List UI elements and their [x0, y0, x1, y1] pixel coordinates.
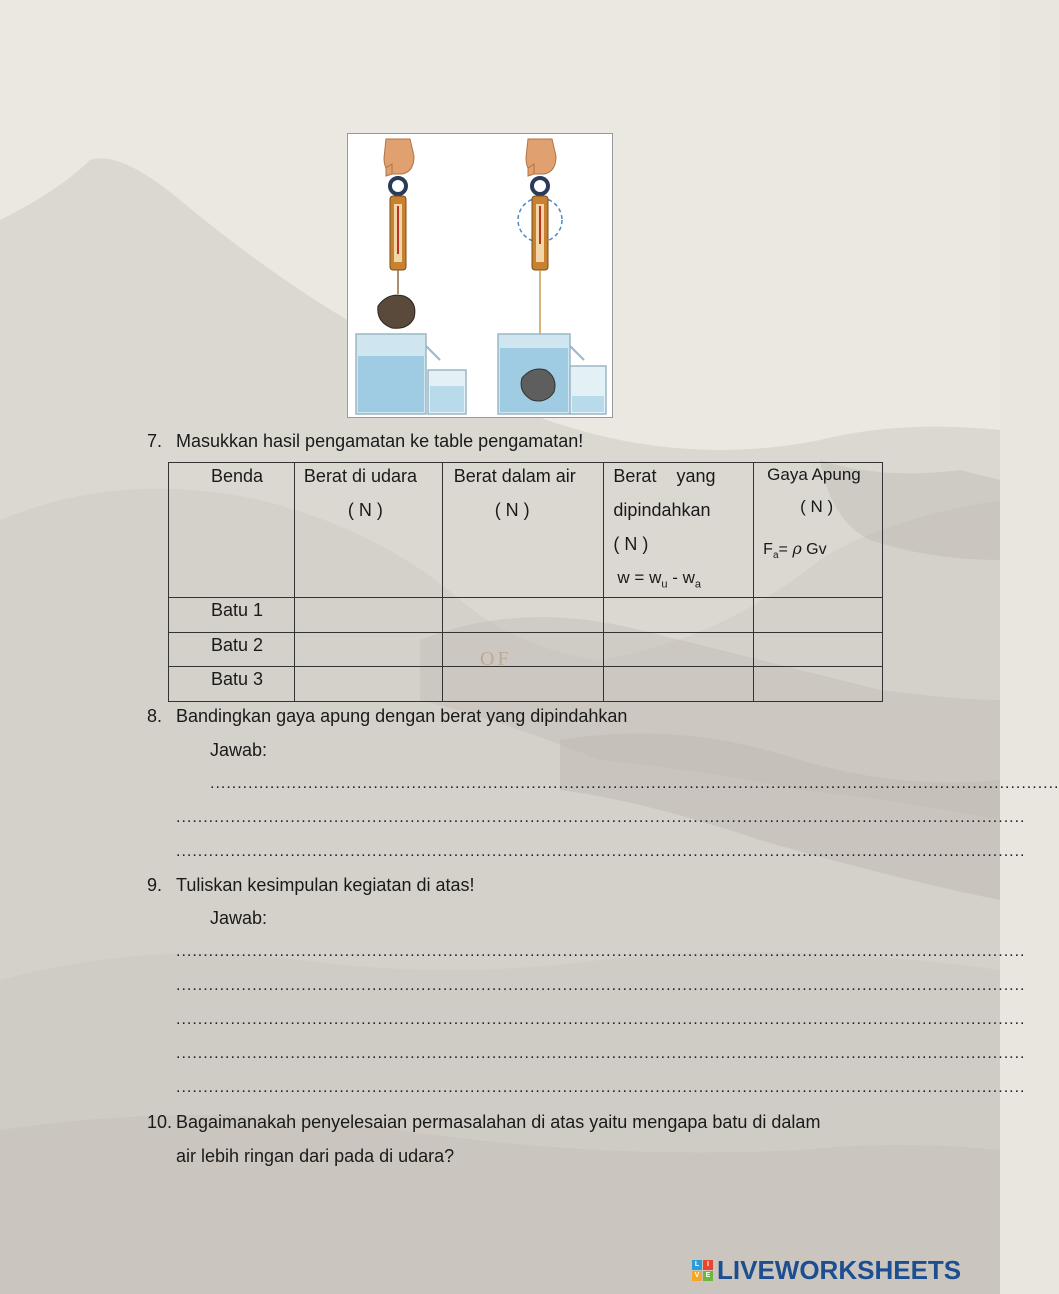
experiment-figure [347, 133, 613, 418]
table-header-row [169, 463, 883, 598]
answer-label: Jawab: [210, 908, 268, 928]
answer-line[interactable]: ............................................................................................................................................................ [176, 1045, 1026, 1062]
input-cell[interactable] [754, 633, 883, 667]
header-berat-udara: Berat di udara ( N ) [294, 463, 442, 598]
question-number: 8. [147, 706, 163, 726]
input-cell[interactable] [754, 598, 883, 633]
liveworksheets-logo[interactable] [692, 1256, 961, 1284]
question-number: 9. [147, 875, 163, 895]
question-10-line-2: air lebih ringan dari pada di udara? [176, 1146, 455, 1166]
row-label: Batu 3 [169, 667, 295, 702]
spring-balance-illustration [348, 134, 612, 417]
input-cell[interactable] [604, 667, 754, 702]
input-cell[interactable] [442, 598, 604, 633]
input-cell[interactable] [442, 667, 604, 702]
header-berat-air: Berat dalam air ( N ) [442, 463, 604, 598]
table-row [169, 667, 883, 702]
question-text: Bandingkan gaya apung dengan berat yang dipindahkan [176, 706, 628, 726]
answer-line[interactable]: ............................................................................................................................................................ [176, 1011, 1026, 1028]
answer-label: Jawab: [210, 740, 268, 760]
row-label: Batu 1 [169, 598, 295, 633]
logo-wordmark: LIVEWORKSHEETS [717, 1254, 962, 1285]
table-row [169, 598, 883, 633]
header-gaya-apung: Gaya Apung ( N ) $F_a= \rho$ Gv [754, 463, 883, 598]
logo-squares-icon: L I V E [692, 1260, 713, 1281]
hand-right-icon [526, 139, 556, 176]
answer-line[interactable]: ............................................................................................................................................................ [176, 943, 1026, 960]
question-8 [147, 705, 627, 727]
observation-table [168, 462, 883, 702]
input-cell[interactable] [442, 633, 604, 667]
input-cell[interactable] [294, 633, 442, 667]
formula-w: $w = w_u - w_a$ [617, 568, 701, 591]
input-cell[interactable] [294, 598, 442, 633]
formula-fa: $F_a= \rho$ Gv [763, 539, 827, 562]
answer-line[interactable]: ............................................................................................................................................................ [176, 843, 1026, 860]
question-7 [147, 430, 583, 452]
input-cell[interactable] [294, 667, 442, 702]
hand-left-icon [384, 139, 414, 176]
question-number: 10. [147, 1112, 173, 1132]
watermark-text: OF [480, 648, 512, 670]
table-row [169, 633, 883, 667]
question-number: 7. [147, 431, 163, 451]
input-cell[interactable] [604, 598, 754, 633]
answer-line[interactable]: ............................................................................................................................................................ [176, 1079, 1026, 1096]
header-berat-dipindahkan: Berat yang dipindahkan ( N ) $w = w_u - w_a$ [604, 463, 754, 598]
row-label: Batu 2 [169, 633, 295, 667]
input-cell[interactable] [604, 633, 754, 667]
question-text: Tuliskan kesimpulan kegiatan di atas! [176, 875, 475, 895]
question-text: Bagaimanakah penyelesaian permasalahan di atas yaitu mengapa batu di dalam [176, 1112, 821, 1132]
question-text: Masukkan hasil pengamatan ke table pengamatan! [176, 431, 584, 451]
header-benda: Benda [169, 463, 295, 598]
input-cell[interactable] [754, 667, 883, 702]
question-9 [147, 874, 475, 896]
answer-line[interactable]: ............................................................................................................................................................ [176, 977, 1026, 994]
question-10 [147, 1111, 820, 1133]
answer-line[interactable]: ............................................................................................................................................................ [176, 809, 1026, 826]
answer-line[interactable]: ............................................................................................................................................................ [210, 775, 1059, 792]
